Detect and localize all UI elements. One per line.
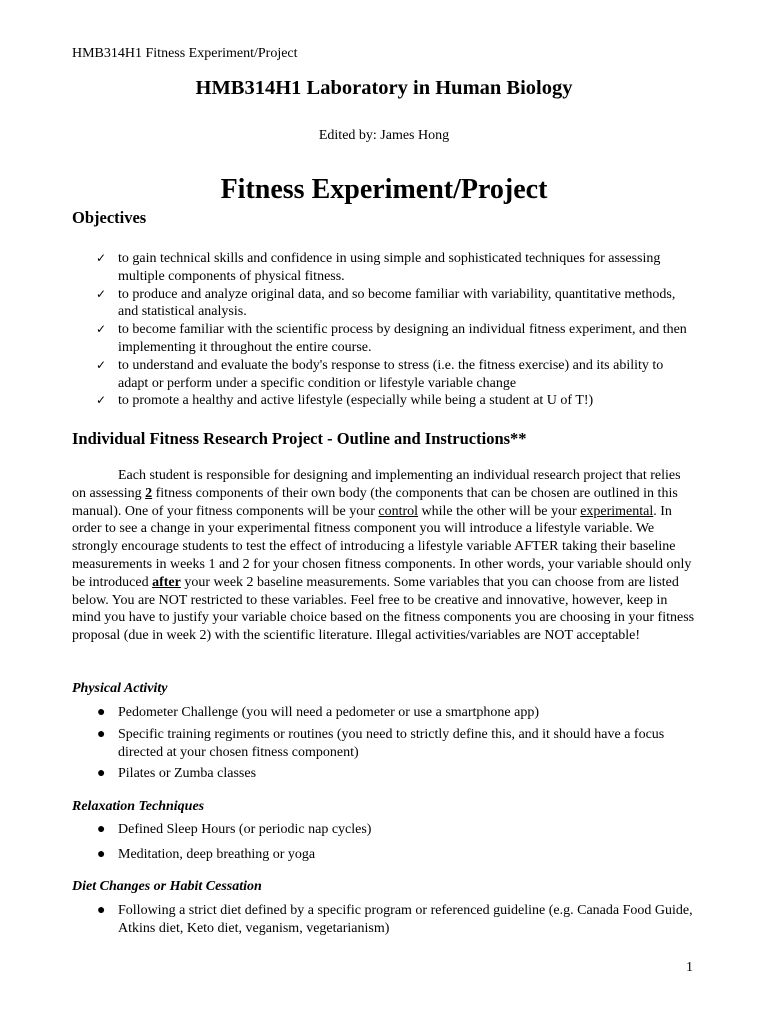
checkmark-icon: ✓ (96, 286, 107, 301)
emphasis-experimental: experimental (580, 503, 654, 519)
objective-item: ✓ to understand and evaluate the body's response to stress (i.e. the fitness exercise) and its ability to adapt or perform under a specific condition or lifestyle variable change (96, 357, 664, 391)
checkmark-icon: ✓ (96, 393, 107, 408)
list-item: ● Defined Sleep Hours (or periodic nap cycles) (97, 822, 372, 837)
list-item: ● Pedometer Challenge (you will need a pedometer or use a smartphone app) (97, 705, 540, 720)
category-physical-activity: Physical Activity (72, 681, 168, 696)
checkmark-icon: ✓ (96, 251, 107, 265)
page-number: 1 (686, 960, 693, 975)
emphasis-control: control (378, 503, 419, 519)
objectives-list (96, 250, 696, 410)
objective-item: ✓ to become familiar with the scientific process by designing an individual fitness experiment, and then implementing it throughout the entire course. (96, 322, 687, 355)
bullet-icon: ● (97, 726, 106, 742)
course-title: HMB314H1 Laboratory in Human Biology (195, 77, 573, 99)
physical-activity-list (96, 704, 696, 787)
section-heading: Individual Fitness Research Project - Outline and Instructions** (72, 429, 527, 448)
running-header: HMB314H1 Fitness Experiment/Project (72, 46, 298, 61)
list-item: ● Pilates or Zumba classes (97, 766, 257, 782)
bullet-icon: ● (97, 822, 106, 837)
checkmark-icon: ✓ (96, 322, 107, 337)
objective-item: ✓ to gain technical skills and confidence in using simple and sophisticated techniques for assessing multiple components of physical fitness. (96, 251, 661, 284)
objectives-heading: Objectives (72, 208, 147, 227)
project-title: Fitness Experiment/Project (220, 174, 548, 205)
instructions-paragraph: Each student is responsible for designing and implementing an individual research project that relies on assessing 2 fitness components of their own body (the components that can be chosen are outlined in this manual). One of your fitness components will be your control while the other will be your experimental. In order to see a change in your experimental fitness component you will introduce a lifestyle variable. We strongly encourage students to test the effect of introducing a lifestyle variable AFTER taking their baseline measurements in weeks 1 and 2 for your chosen fitness components. In other words, your variable should only be introduced after your week 2 baseline measurements. Some variables that you can choose from are listed below. You are NOT restricted to these variables. Feel free to be creative and innovative, however, keep in mind you have to justify your variable choice based on the fitness components you are choosing in your fitness proposal (due in week 2) with the scientific literature. Illegal activities/variables are NOT acceptable! (72, 468, 695, 644)
emphasis-count: 2 (145, 485, 153, 501)
category-diet: Diet Changes or Habit Cessation (72, 879, 262, 894)
relaxation-list (96, 821, 696, 868)
objective-item: ✓ to produce and analyze original data, and so become familiar with variability, quantitative methods, and statistical analysis. (96, 286, 676, 320)
diet-list (96, 902, 696, 942)
checkmark-icon: ✓ (96, 357, 107, 372)
list-item: ● Specific training regiments or routines (you need to strictly define this, and it should have a focus directed at your chosen fitness component) (97, 726, 665, 760)
list-item: ● Following a strict diet defined by a specific program or referenced guideline (e.g. Canada Food Guide, Atkins diet, Keto diet, veganism, vegetarianism) (97, 903, 693, 936)
list-item: ● Meditation, deep breathing or yoga (97, 846, 316, 862)
bullet-icon: ● (97, 903, 106, 918)
emphasis-after: after (152, 574, 181, 590)
edited-by: Edited by: James Hong (318, 128, 450, 143)
objective-item: ✓ to promote a healthy and active lifestyle (especially while being a student at U of T!) (96, 393, 594, 409)
bullet-icon: ● (97, 846, 106, 862)
category-relaxation: Relaxation Techniques (72, 799, 205, 814)
bullet-icon: ● (97, 705, 106, 720)
bullet-icon: ● (97, 766, 106, 782)
